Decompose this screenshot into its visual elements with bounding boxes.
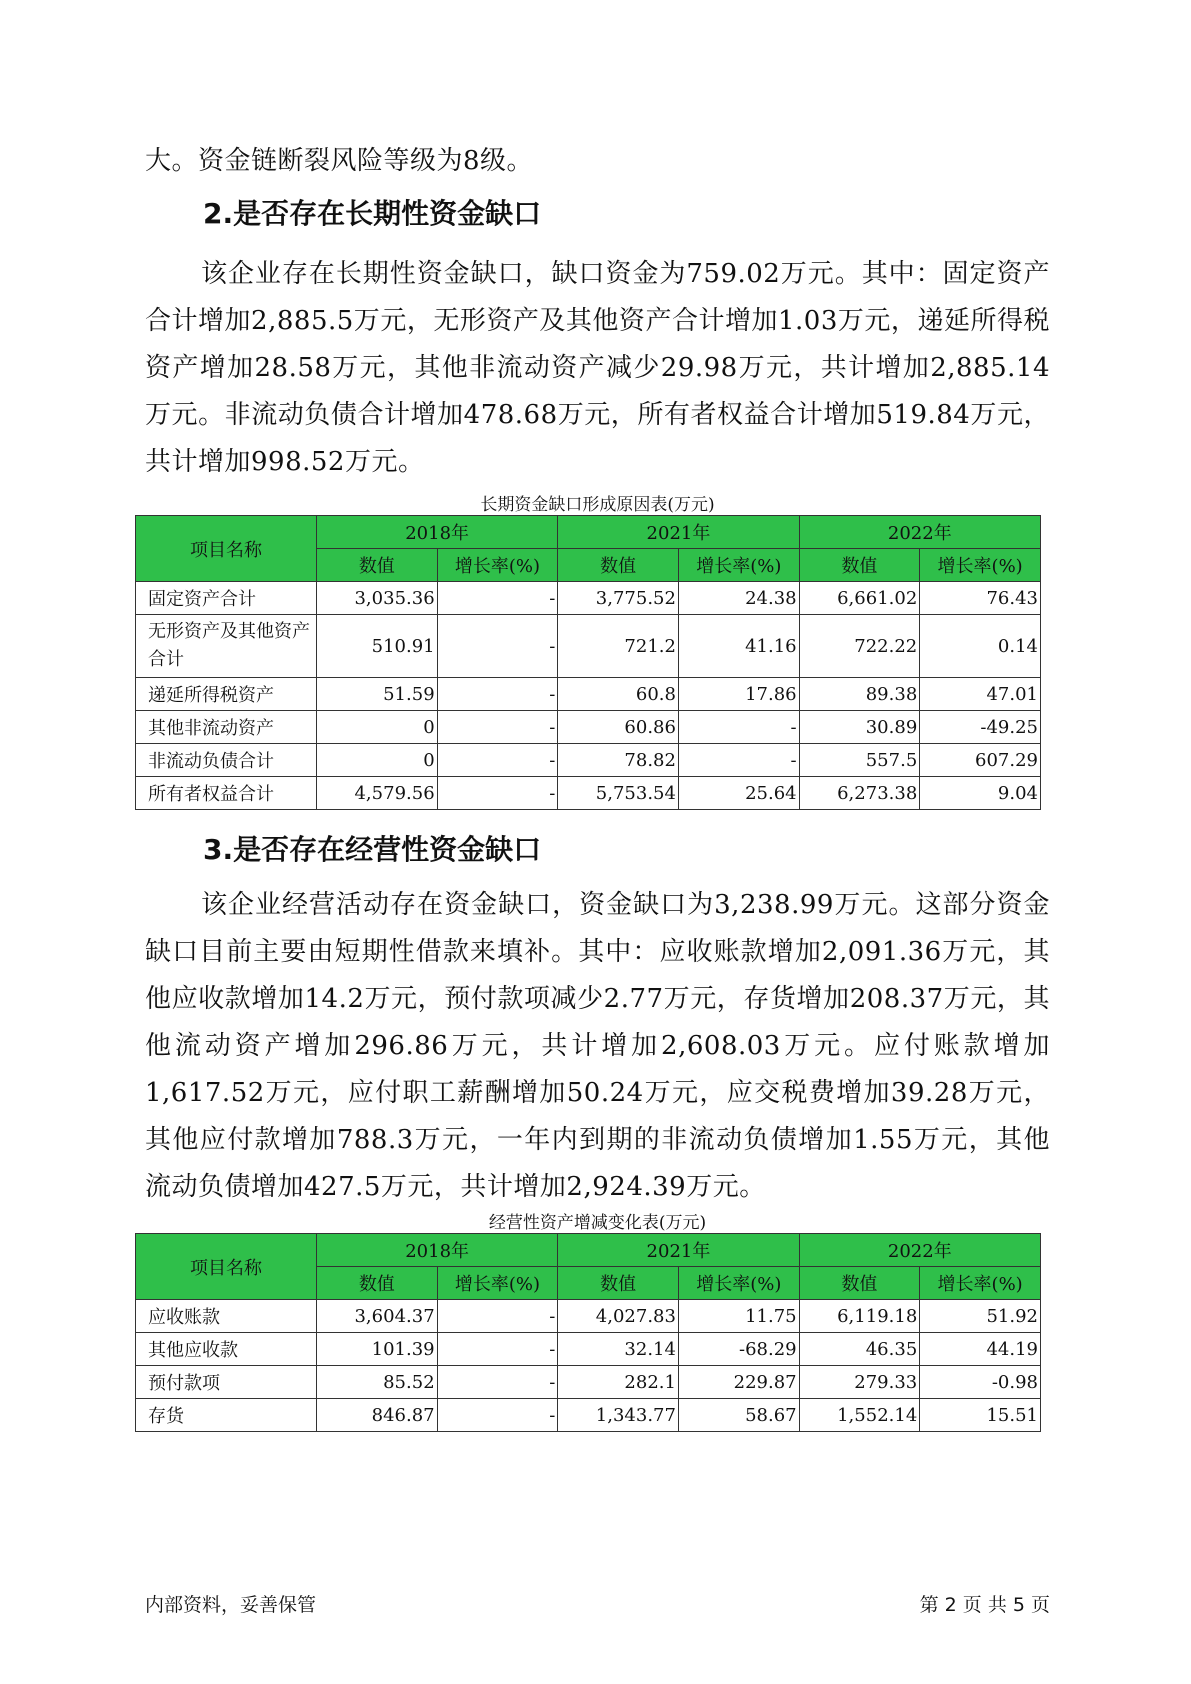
table-row <box>136 615 1041 678</box>
table2-caption: 经营性资产增减变化表(万元) <box>488 1213 707 1233</box>
table-cell: 51.59 <box>316 678 437 711</box>
table-cell: 3,035.36 <box>316 582 437 615</box>
table-cell: - <box>437 777 558 810</box>
table-row <box>136 678 1041 711</box>
table-cell: 41.16 <box>678 615 799 678</box>
header-value: 数值 <box>558 1267 679 1300</box>
table-cell: 510.91 <box>316 615 437 678</box>
table-row <box>136 744 1041 777</box>
table-cell: 0.14 <box>920 615 1041 678</box>
row-label: 其他应收款 <box>136 1333 317 1366</box>
table-cell: 4,579.56 <box>316 777 437 810</box>
row-label: 所有者权益合计 <box>136 777 317 810</box>
header-growth-rate: 增长率(%) <box>920 1267 1041 1300</box>
header-growth-rate: 增长率(%) <box>437 1267 558 1300</box>
header-year: 2018年 <box>316 1234 557 1267</box>
table-cell: 4,027.83 <box>558 1300 679 1333</box>
table-cell: 0 <box>316 711 437 744</box>
table-row <box>136 582 1041 615</box>
table-cell: 279.33 <box>799 1366 920 1399</box>
row-label: 非流动负债合计 <box>136 744 317 777</box>
header-item-name: 项目名称 <box>136 1234 317 1300</box>
footer-confidential: 内部资料，妥善保管 <box>145 1594 317 1616</box>
header-value: 数值 <box>316 549 437 582</box>
table-cell: -68.29 <box>678 1333 799 1366</box>
table-cell: 721.2 <box>558 615 679 678</box>
header-value: 数值 <box>799 1267 920 1300</box>
table-cell: 25.64 <box>678 777 799 810</box>
table-cell: - <box>437 1300 558 1333</box>
table-cell: 15.51 <box>920 1399 1041 1432</box>
table-cell: 60.8 <box>558 678 679 711</box>
section3-heading: 3.是否存在经营性资金缺口 <box>203 833 542 866</box>
table-cell: - <box>437 1399 558 1432</box>
row-label: 固定资产合计 <box>136 582 317 615</box>
header-year: 2018年 <box>316 516 557 549</box>
table-cell: 6,661.02 <box>799 582 920 615</box>
table-cell: - <box>437 711 558 744</box>
intro-tail-text: 大。资金链断裂风险等级为8级。 <box>145 146 534 176</box>
table-cell: 101.39 <box>316 1333 437 1366</box>
table-cell: 5,753.54 <box>558 777 679 810</box>
header-growth-rate: 增长率(%) <box>678 1267 799 1300</box>
table1-caption: 长期资金缺口形成原因表(万元) <box>480 495 715 515</box>
section3-paragraph: 该企业经营活动存在资金缺口，资金缺口为3,238.99万元。这部分资金缺口目前主要由短期性借款来填补。其中：应收账款增加2,091.36万元，其他应收款增加14.2万元，预付款项减少2.77万元，存货增加208.37万元，其他流动资产增加296.86万元，共计增加2,608.03万元。应付账款增加1,617.52万元，应付职工薪酬增加50.24万元，应交税费增加39.28万元，其他应付款增加788.3万元，一年内到期的非流动负债增加1.55万元，其他流动负债增加427.5万元，共计增加2,924.39万元。 <box>145 890 1050 1202</box>
table-row <box>136 1300 1041 1333</box>
header-growth-rate: 增长率(%) <box>437 549 558 582</box>
table-cell: 3,604.37 <box>316 1300 437 1333</box>
table-cell: 24.38 <box>678 582 799 615</box>
table-cell: - <box>437 744 558 777</box>
row-label: 无形资产及其他资产合计 <box>136 615 317 678</box>
header-year: 2021年 <box>558 516 799 549</box>
table-cell: 846.87 <box>316 1399 437 1432</box>
header-year: 2021年 <box>558 1234 799 1267</box>
header-growth-rate: 增长率(%) <box>920 549 1041 582</box>
table-row <box>136 1333 1041 1366</box>
table-row <box>136 777 1041 810</box>
table-cell: 9.04 <box>920 777 1041 810</box>
row-label: 递延所得税资产 <box>136 678 317 711</box>
table-row <box>136 1399 1041 1432</box>
table-cell: 46.35 <box>799 1333 920 1366</box>
row-label: 存货 <box>136 1399 317 1432</box>
header-value: 数值 <box>558 549 679 582</box>
table-cell: 607.29 <box>920 744 1041 777</box>
table-cell: - <box>437 678 558 711</box>
table-cell: 229.87 <box>678 1366 799 1399</box>
table-cell: 557.5 <box>799 744 920 777</box>
table-cell: -0.98 <box>920 1366 1041 1399</box>
table-cell: - <box>437 1333 558 1366</box>
table-cell: 1,552.14 <box>799 1399 920 1432</box>
header-value: 数值 <box>799 549 920 582</box>
table-cell: - <box>437 615 558 678</box>
table-cell: 6,273.38 <box>799 777 920 810</box>
table-cell: 0 <box>316 744 437 777</box>
row-label: 其他非流动资产 <box>136 711 317 744</box>
table-cell: 44.19 <box>920 1333 1041 1366</box>
table-cell: 32.14 <box>558 1333 679 1366</box>
section2-heading: 2.是否存在长期性资金缺口 <box>203 197 542 230</box>
table-cell: - <box>437 1366 558 1399</box>
table-cell: 30.89 <box>799 711 920 744</box>
table-cell: 85.52 <box>316 1366 437 1399</box>
header-growth-rate: 增长率(%) <box>678 549 799 582</box>
table-cell: 6,119.18 <box>799 1300 920 1333</box>
row-label: 应收账款 <box>136 1300 317 1333</box>
table-cell: 17.86 <box>678 678 799 711</box>
table-cell: 78.82 <box>558 744 679 777</box>
long-term-gap-table <box>135 515 1041 810</box>
section2-paragraph: 该企业存在长期性资金缺口，缺口资金为759.02万元。其中：固定资产合计增加2,885.5万元，无形资产及其他资产合计增加1.03万元，递延所得税资产增加28.58万元，其他非流动资产减少29.98万元，共计增加2,885.14万元。非流动负债合计增加478.68万元，所有者权益合计增加519.84万元，共计增加998.52万元。 <box>145 259 1050 477</box>
table-cell: 58.67 <box>678 1399 799 1432</box>
table-cell: -49.25 <box>920 711 1041 744</box>
table-cell: 47.01 <box>920 678 1041 711</box>
table-cell: 60.86 <box>558 711 679 744</box>
header-item-name: 项目名称 <box>136 516 317 582</box>
header-year: 2022年 <box>799 516 1040 549</box>
table-cell: - <box>437 582 558 615</box>
table-cell: 1,343.77 <box>558 1399 679 1432</box>
table-row <box>136 711 1041 744</box>
footer-page-number: 第 2 页 共 5 页 <box>919 1594 1050 1616</box>
operating-assets-table <box>135 1233 1041 1432</box>
long-term-gap-table-wrapper <box>135 515 1041 810</box>
table-row <box>136 1366 1041 1399</box>
table-cell: 11.75 <box>678 1300 799 1333</box>
table-cell: 3,775.52 <box>558 582 679 615</box>
table-cell: 89.38 <box>799 678 920 711</box>
table-cell: 282.1 <box>558 1366 679 1399</box>
table-cell: - <box>678 744 799 777</box>
operating-assets-table-wrapper <box>135 1233 1041 1432</box>
table-cell: 722.22 <box>799 615 920 678</box>
table-cell: - <box>678 711 799 744</box>
header-value: 数值 <box>316 1267 437 1300</box>
row-label: 预付款项 <box>136 1366 317 1399</box>
table-cell: 51.92 <box>920 1300 1041 1333</box>
header-year: 2022年 <box>799 1234 1040 1267</box>
table-cell: 76.43 <box>920 582 1041 615</box>
